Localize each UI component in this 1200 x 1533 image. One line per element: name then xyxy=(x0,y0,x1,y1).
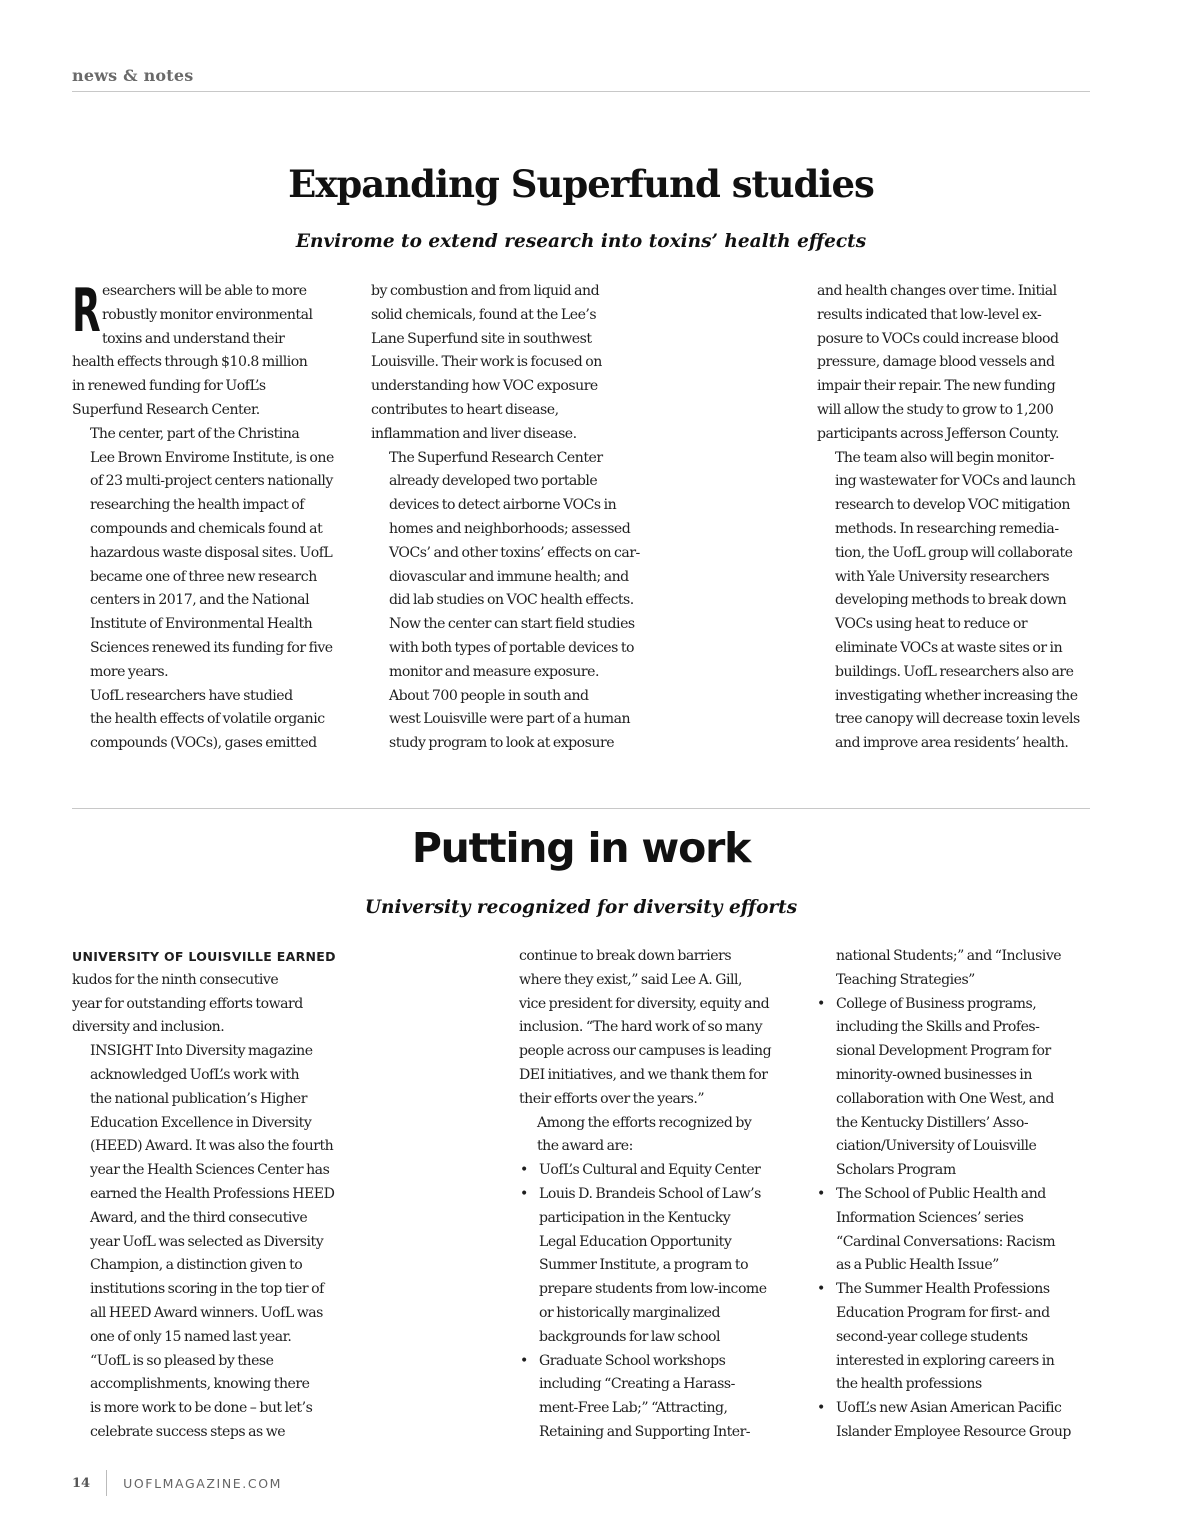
paragraph xyxy=(72,1040,352,1349)
text-line: investigating whether increasing the xyxy=(835,687,1078,704)
text-line: and health changes over time. Initial xyxy=(817,283,1057,299)
text-line: toxins and understand their xyxy=(102,330,285,347)
paragraph xyxy=(72,969,352,1040)
page-number: 14 xyxy=(72,1475,91,1491)
text-line: tree canopy will decrease toxin levels xyxy=(835,711,1080,728)
text-line: The Summer Health Professions xyxy=(836,1281,1050,1298)
header-rule xyxy=(72,91,1090,92)
text-line: already developed two portable xyxy=(389,473,598,490)
text-line: Summer Institute, a program to xyxy=(539,1257,749,1274)
text-line: ing wastewater for VOCs and launch xyxy=(835,473,1076,490)
bullet-item xyxy=(519,1159,809,1183)
text-line: ciation/University of Louisville xyxy=(836,1138,1037,1155)
text-line: eliminate VOCs at waste sites or in xyxy=(835,639,1063,656)
text-line: methods. In researching remedia- xyxy=(835,520,1059,537)
text-line: accomplishments, knowing there xyxy=(90,1376,310,1393)
article1-column-3 xyxy=(817,280,1102,756)
bullet-item xyxy=(519,1350,809,1445)
text-line: acknowledged UofL’s work with xyxy=(90,1066,300,1083)
text-line: VOCs’ and other toxins’ effects on car- xyxy=(389,544,640,561)
text-line: Now the center can start field studies xyxy=(389,616,635,633)
text-line: Information Sciences’ series xyxy=(836,1209,1024,1226)
bullet-item xyxy=(816,1278,1106,1397)
text-line: The Superfund Research Center xyxy=(389,449,603,466)
text-line: the national publication’s Higher xyxy=(90,1090,307,1107)
text-line: sional Development Program for xyxy=(836,1043,1051,1060)
paragraph xyxy=(519,945,809,1112)
text-line: Scholars Program xyxy=(836,1162,956,1179)
text-line: became one of three new research xyxy=(90,568,317,585)
text-line: The center, part of the Christina xyxy=(90,425,300,442)
text-line: Lane Superfund site in southwest xyxy=(371,330,592,347)
text-line: DEI initiatives, and we thank them for xyxy=(519,1066,768,1083)
bullet-icon: • xyxy=(817,1400,825,1417)
text-line: backgrounds for law school xyxy=(539,1328,721,1345)
text-line: kudos for the ninth consecutive xyxy=(72,971,279,988)
text-line: diversity and inclusion. xyxy=(72,1019,225,1036)
text-line: one of only 15 named last year. xyxy=(90,1328,292,1345)
bullet-icon: • xyxy=(520,1352,528,1369)
text-line: celebrate success steps as we xyxy=(90,1423,286,1440)
text-line: The team also will begin monitor- xyxy=(835,449,1054,466)
text-line: west Louisville were part of a human xyxy=(389,711,631,728)
text-line: by combustion and from liquid and xyxy=(371,283,600,299)
section-divider xyxy=(72,808,1090,809)
text-line: health effects through $10.8 million xyxy=(72,354,308,371)
text-line: Legal Education Opportunity xyxy=(539,1233,732,1250)
article2-column-3 xyxy=(816,945,1106,1445)
text-line: “Cardinal Conversations: Racism xyxy=(836,1233,1056,1250)
paragraph xyxy=(817,447,1102,756)
text-line: as a Public Health Issue” xyxy=(836,1257,999,1274)
bullet-list xyxy=(816,993,1106,1445)
text-line: vice president for diversity, equity and xyxy=(519,995,770,1012)
text-line: did lab studies on VOC health effects. xyxy=(389,592,634,609)
text-line: researching the health impact of xyxy=(90,497,304,514)
text-line: contributes to heart disease, xyxy=(371,401,559,418)
text-line: ment-Free Lab;” “Attracting, xyxy=(539,1400,728,1417)
paragraph xyxy=(72,276,352,423)
text-line: UofL’s Cultural and Equity Center xyxy=(539,1162,761,1179)
text-line: participation in the Kentucky xyxy=(539,1209,731,1226)
text-line: prepare students from low-income xyxy=(539,1281,767,1298)
article1-title: Expanding Superfund studies xyxy=(288,162,874,206)
text-line: collaboration with One West, and xyxy=(836,1090,1054,1107)
text-line: impair their repair. The new funding xyxy=(817,378,1056,395)
bullet-icon: • xyxy=(817,1185,825,1202)
text-line: their efforts over the years.” xyxy=(519,1090,705,1107)
text-line: devices to detect airborne VOCs in xyxy=(389,497,617,514)
text-line: The School of Public Health and xyxy=(836,1185,1046,1202)
paragraph xyxy=(72,423,352,685)
text-line: second-year college students xyxy=(836,1328,1028,1345)
text-line: interested in exploring careers in xyxy=(836,1352,1055,1369)
text-line: in renewed funding for UofL’s xyxy=(72,378,266,395)
text-line: monitor and measure exposure. xyxy=(389,663,599,680)
text-line: inclusion. “The hard work of so many xyxy=(519,1019,763,1036)
text-line: of 23 multi-project centers nationally xyxy=(90,473,333,490)
text-line: with Yale University researchers xyxy=(835,568,1050,585)
site-url: UOFLMAGAZINE.COM xyxy=(123,1475,283,1491)
text-line: Islander Employee Resource Group xyxy=(836,1423,1071,1440)
text-line: homes and neighborhoods; assessed xyxy=(389,520,631,537)
paragraph xyxy=(72,685,352,756)
text-line: will allow the study to grow to 1,200 xyxy=(817,401,1054,418)
text-line: more years. xyxy=(90,663,169,680)
text-line: including “Creating a Harass- xyxy=(539,1376,735,1393)
text-line: VOCs using heat to reduce or xyxy=(835,616,1028,633)
text-line: or historically marginalized xyxy=(539,1304,720,1321)
drop-cap: R xyxy=(72,276,101,346)
text-line: Retaining and Supporting Inter- xyxy=(539,1423,751,1440)
text-line: tion, the UofL group will collaborate xyxy=(835,544,1073,561)
text-line: compounds and chemicals found at xyxy=(90,520,323,537)
bullet-item xyxy=(519,1183,809,1350)
text-line: Education Excellence in Diversity xyxy=(90,1114,312,1131)
text-line: Champion, a distinction given to xyxy=(90,1257,303,1274)
section-label: news & notes xyxy=(72,66,194,85)
text-line: people across our campuses is leading xyxy=(519,1043,772,1060)
text-line: is more work to be done – but let’s xyxy=(90,1400,313,1417)
article1-column-2 xyxy=(371,280,651,756)
text-line: Institute of Environmental Health xyxy=(90,616,313,633)
footer xyxy=(72,1470,282,1496)
paragraph xyxy=(817,280,1102,447)
bullet-continuation xyxy=(816,945,1106,993)
text-line: esearchers will be able to more xyxy=(102,283,307,299)
text-line: the Kentucky Distillers’ Asso- xyxy=(836,1114,1029,1131)
bullet-icon: • xyxy=(520,1185,528,1202)
text-line: year for outstanding efforts toward xyxy=(72,995,303,1012)
text-line: hazardous waste disposal sites. UofL xyxy=(90,544,333,561)
paragraph xyxy=(72,1350,352,1445)
text-line: UofL’s new Asian American Pacific xyxy=(836,1400,1062,1417)
text-line: year the Health Sciences Center has xyxy=(90,1162,330,1179)
text-line: minority-owned businesses in xyxy=(836,1066,1032,1083)
text-line: About 700 people in south and xyxy=(389,687,589,704)
text-line: Award, and the third consecutive xyxy=(90,1209,308,1226)
text-line: solid chemicals, found at the Lee’s xyxy=(371,306,597,323)
text-line: Superfund Research Center. xyxy=(72,401,260,418)
bullet-item xyxy=(816,993,1106,1183)
text-line: where they exist,” said Lee A. Gill, xyxy=(519,971,742,988)
article1-dek: Envirome to extend research into toxins’ health effects xyxy=(295,231,867,252)
text-line: “UofL is so pleased by these xyxy=(90,1352,274,1369)
text-line: UofL researchers have studied xyxy=(90,687,293,704)
text-line: the health effects of volatile organic xyxy=(90,711,325,728)
text-line: national Students;” and “Inclusive xyxy=(836,948,1062,964)
text-line: posure to VOCs could increase blood xyxy=(817,330,1059,347)
bullet-icon: • xyxy=(520,1162,528,1179)
text-line: Sciences renewed its funding for five xyxy=(90,639,333,656)
bullet-icon: • xyxy=(817,1281,825,1298)
text-line: Louis D. Brandeis School of Law’s xyxy=(539,1185,761,1202)
article2-column-1 xyxy=(72,945,352,1445)
text-line: continue to break down barriers xyxy=(519,948,732,964)
paragraph xyxy=(371,685,651,756)
article2-dek: University recognized for diversity efforts xyxy=(364,897,798,918)
text-line: participants across Jefferson County. xyxy=(817,425,1060,442)
text-line: understanding how VOC exposure xyxy=(371,378,598,395)
text-line: Teaching Strategies” xyxy=(836,971,975,988)
paragraph xyxy=(519,1112,809,1160)
bullet-list xyxy=(519,1159,809,1445)
bullet-item xyxy=(816,1397,1106,1445)
bullet-icon: • xyxy=(817,995,825,1012)
article2-column-2 xyxy=(519,945,809,1445)
text-line: Among the efforts recognized by xyxy=(537,1114,752,1131)
text-line: with both types of portable devices to xyxy=(389,639,634,656)
paragraph xyxy=(371,280,651,447)
text-line: developing methods to break down xyxy=(835,592,1067,609)
text-line: Graduate School workshops xyxy=(539,1352,726,1369)
text-line: including the Skills and Profes- xyxy=(836,1019,1040,1036)
text-line: robustly monitor environmental xyxy=(102,306,313,323)
text-line: Education Program for first- and xyxy=(836,1304,1050,1321)
article1-column-1 xyxy=(72,276,352,756)
text-line: Louisville. Their work is focused on xyxy=(371,354,602,371)
text-line: Lee Brown Envirome Institute, is one xyxy=(90,449,334,466)
text-line: diovascular and immune health; and xyxy=(389,568,629,585)
footer-divider xyxy=(106,1470,107,1496)
text-line: compounds (VOCs), gases emitted xyxy=(90,735,317,752)
text-line: pressure, damage blood vessels and xyxy=(817,354,1055,371)
text-line: research to develop VOC mitigation xyxy=(835,497,1070,514)
text-line: the health professions xyxy=(836,1376,982,1393)
text-line: results indicated that low-level ex- xyxy=(817,306,1042,323)
bullet-item xyxy=(816,1183,1106,1278)
lead-in-caps: UNIVERSITY OF LOUISVILLE EARNED xyxy=(72,949,336,964)
text-line: all HEED Award winners. UofL was xyxy=(90,1304,323,1321)
text-line: and improve area residents’ health. xyxy=(835,735,1069,752)
text-line: (HEED) Award. It was also the fourth xyxy=(90,1138,334,1155)
text-line: institutions scoring in the top tier of xyxy=(90,1281,324,1298)
text-line: centers in 2017, and the National xyxy=(90,592,310,609)
text-line: earned the Health Professions HEED xyxy=(90,1185,335,1202)
text-line: year UofL was selected as Diversity xyxy=(90,1233,324,1250)
text-line: College of Business programs, xyxy=(836,995,1037,1012)
text-line: buildings. UofL researchers also are xyxy=(835,663,1074,680)
text-line: inflammation and liver disease. xyxy=(371,425,577,442)
article2-title: Putting in work xyxy=(411,824,751,872)
text-line: study program to look at exposure xyxy=(389,735,615,752)
text-line: the award are: xyxy=(537,1138,633,1155)
text-line: INSIGHT Into Diversity magazine xyxy=(90,1043,313,1060)
paragraph xyxy=(371,447,651,685)
